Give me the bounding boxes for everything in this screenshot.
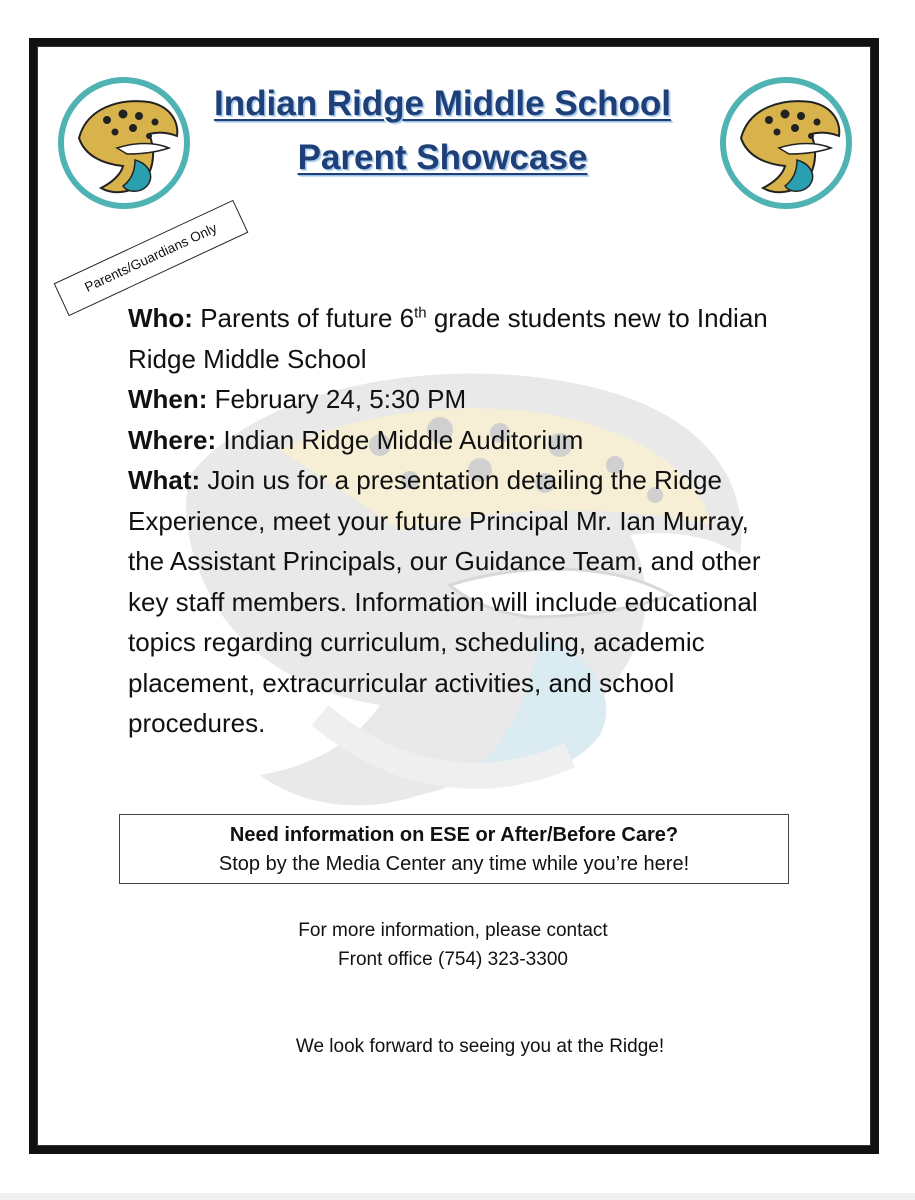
info-box-heading: Need information on ESE or After/Before Care?	[229, 824, 679, 846]
when-label: When:	[128, 384, 208, 414]
when-line	[128, 379, 788, 420]
where-line	[128, 420, 788, 461]
contact-phone: Front office (754) 323-3300	[338, 949, 568, 970]
who-text-end: grade students new to Indian Ridge Middle School	[128, 303, 768, 374]
page-subtitle: Parent Showcase	[297, 138, 588, 177]
what-line	[128, 460, 788, 744]
what-label: What:	[128, 465, 201, 495]
ese-care-info-box	[119, 814, 789, 884]
closing-message: We look forward to seeing you at the Ridge!	[295, 1036, 665, 1057]
audience-stamp: Parents/Guardians Only	[54, 200, 249, 316]
ordinal-suffix: th	[414, 304, 427, 322]
jaguar-logo-icon	[719, 76, 853, 210]
where-label: Where:	[128, 424, 217, 455]
event-details	[128, 298, 788, 744]
who-label: Who:	[128, 303, 193, 333]
where-text: Indian Ridge Middle Auditorium	[216, 424, 584, 455]
info-box-text: Stop by the Media Center any time while you’re here!	[218, 853, 690, 875]
when-text: February 24, 5:30 PM	[207, 384, 467, 414]
page-title: Indian Ridge Middle School	[214, 84, 671, 123]
contact-info	[200, 916, 706, 974]
contact-line: For more information, please contact	[298, 920, 608, 941]
who-line	[128, 298, 788, 379]
jaguar-logo-icon	[57, 76, 191, 210]
what-text: Join us for a presentation detailing the Ridge Experience, meet your future Principal Mr. Ian Murray, the Assistant Principals, our Guidance Team, and other key staff members. Information will include educational topics regarding curriculum, scheduling, academic placement, extracurricular activities, and school procedures.	[128, 465, 761, 738]
who-text-start: Parents of future 6	[192, 303, 415, 333]
